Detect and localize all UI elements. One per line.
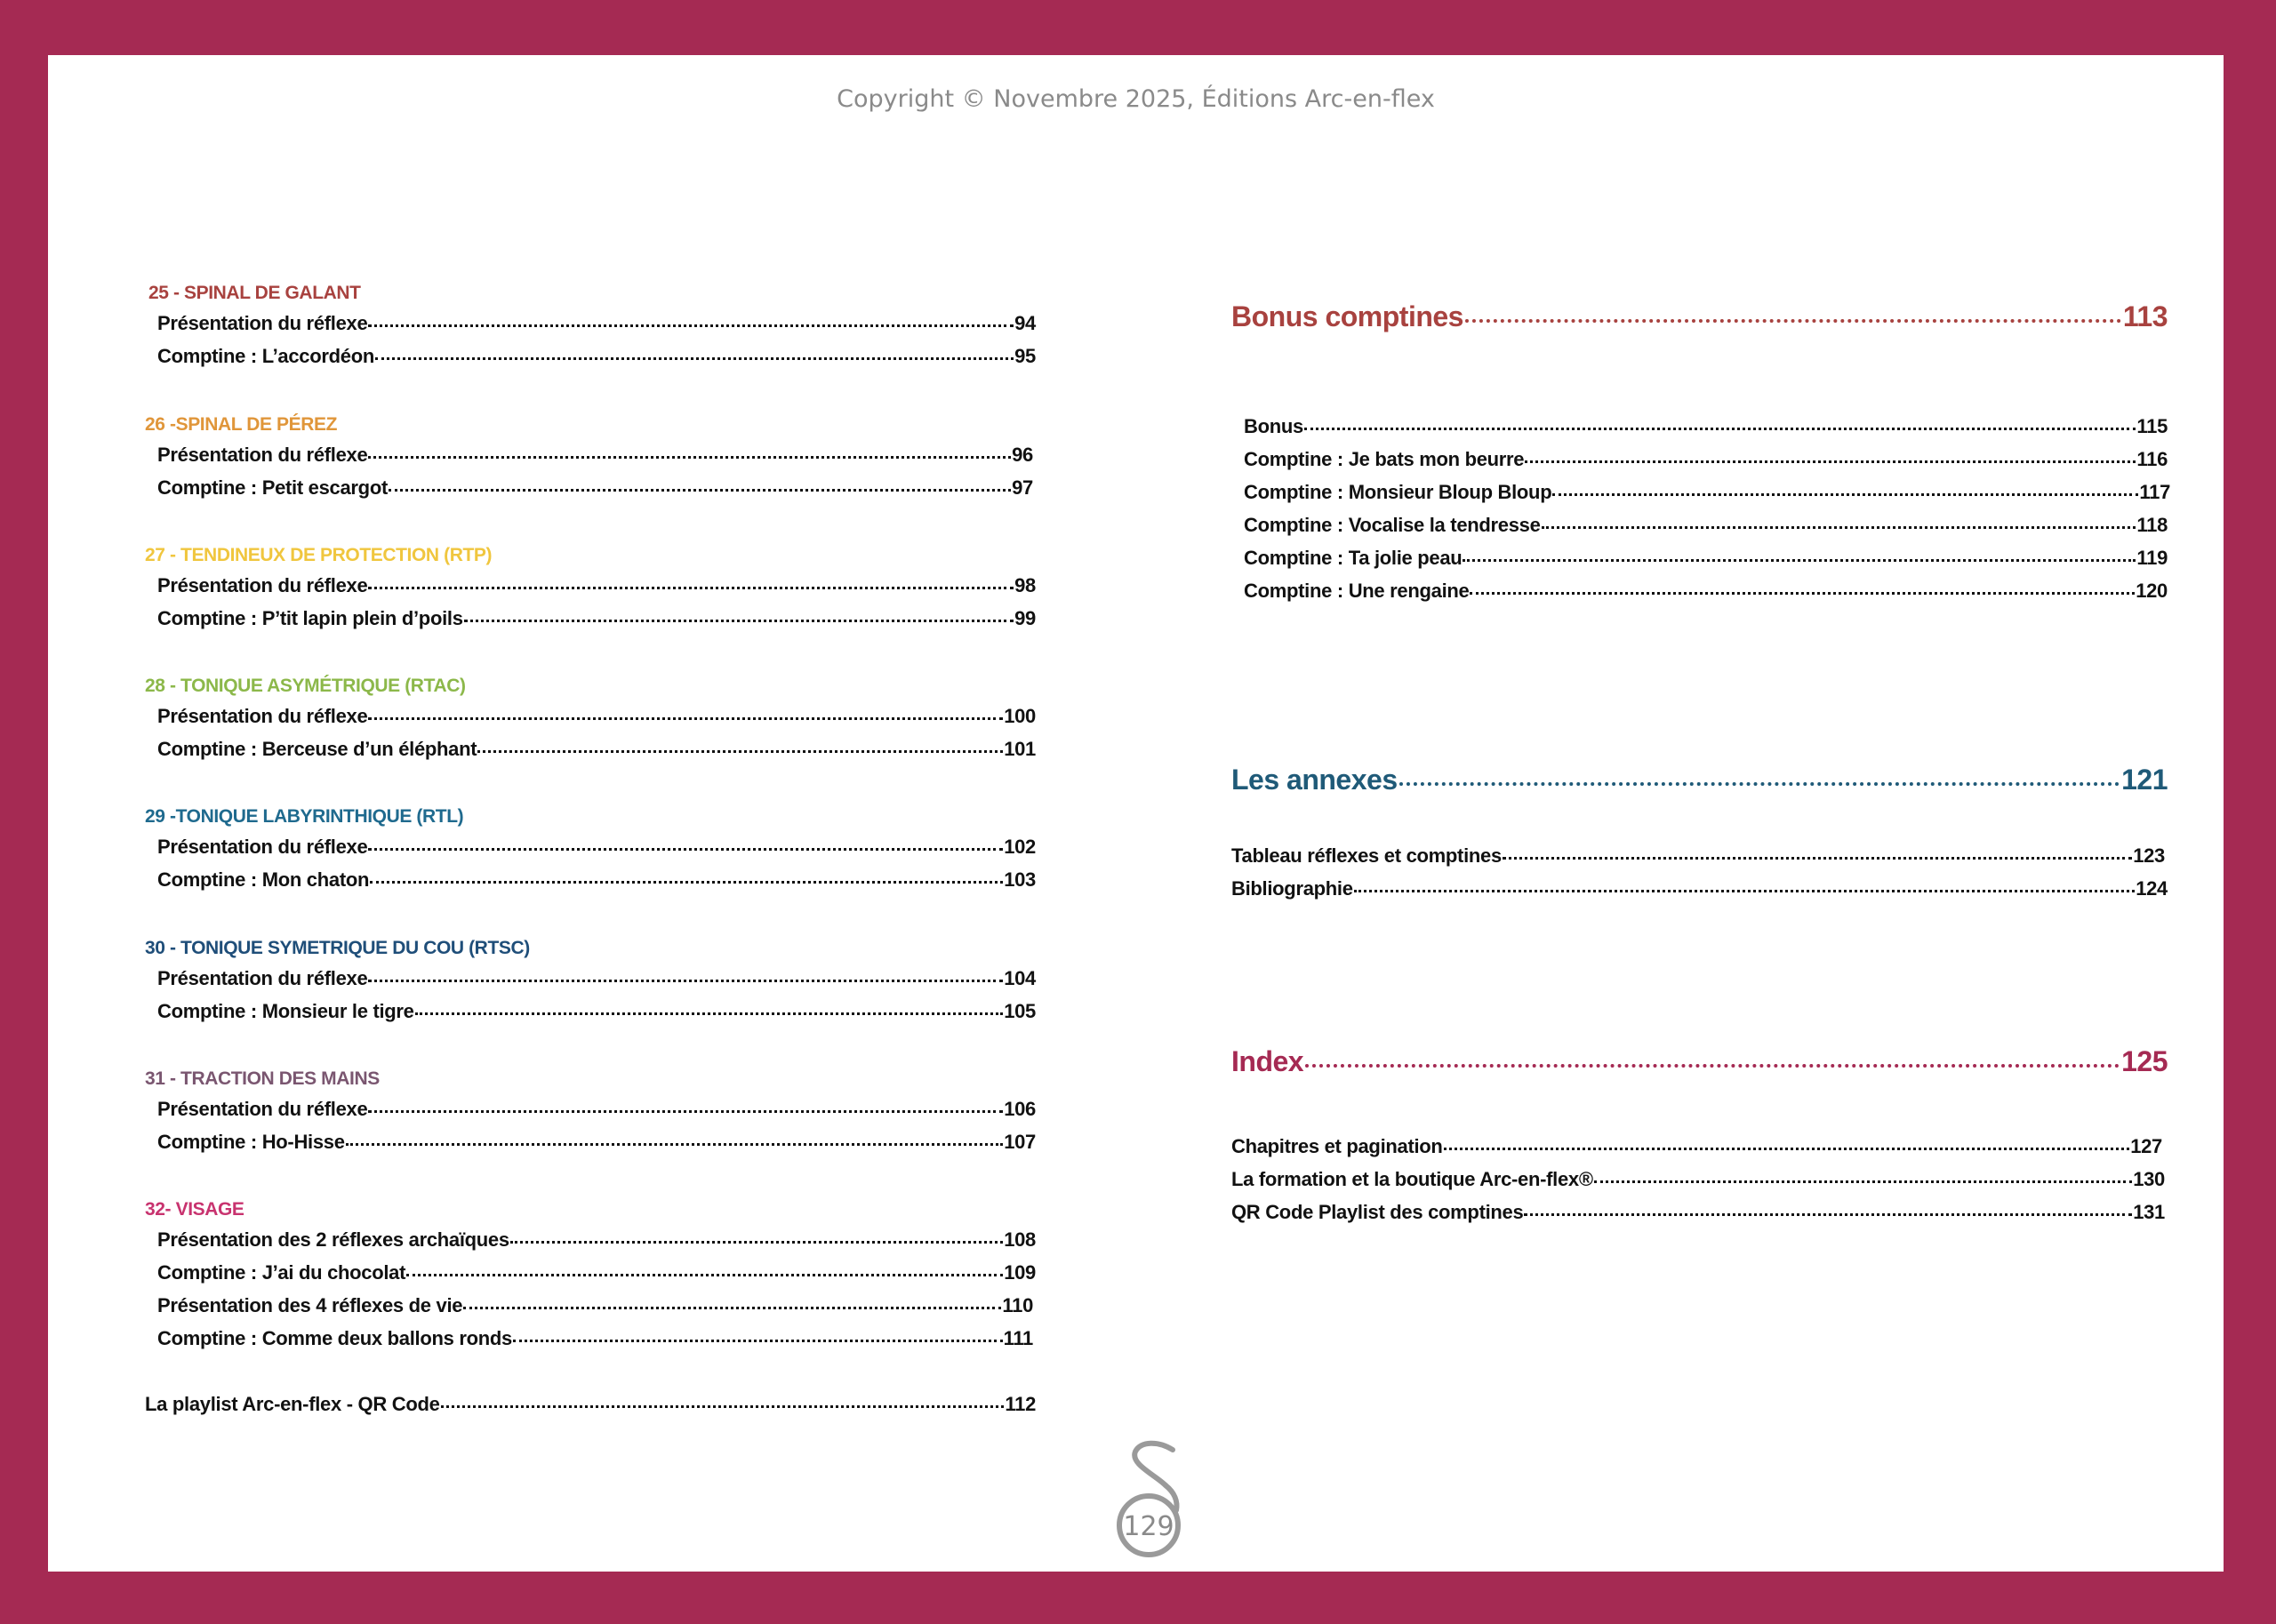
toc-entry[interactable]	[1244, 415, 2168, 438]
section-title-30: 30 - TONIQUE SYMETRIQUE DU COU (RTSC)	[145, 938, 530, 958]
toc-entry-page: 112	[1005, 1393, 1036, 1415]
dot-leader	[464, 620, 1014, 622]
dot-leader	[415, 1012, 1004, 1015]
dot-leader	[1305, 1064, 2120, 1068]
toc-entry-label: QR Code Playlist des comptines	[1231, 1201, 1524, 1223]
dot-leader	[441, 1405, 1005, 1408]
toc-entry-page: 102	[1004, 836, 1036, 858]
toc-entry-page: 107	[1004, 1131, 1036, 1153]
toc-entry-page: 116	[2136, 448, 2168, 470]
toc-entry[interactable]	[1231, 844, 2165, 868]
document-page	[48, 55, 2224, 1572]
dot-leader	[1524, 1213, 2132, 1216]
dot-leader	[389, 489, 1011, 492]
dot-leader	[510, 1241, 1003, 1244]
dot-leader	[368, 1110, 1003, 1113]
toc-entry-page: 115	[2136, 415, 2168, 437]
toc-heading-bonus[interactable]	[1231, 300, 2168, 333]
toc-entry-label: Comptine : J’ai du chocolat	[157, 1261, 406, 1284]
toc-entry[interactable]	[1231, 877, 2168, 900]
toc-entry[interactable]	[1244, 481, 2170, 504]
toc-entry-label: Comptine : Petit escargot	[157, 476, 388, 499]
toc-entry[interactable]	[1231, 1168, 2165, 1191]
toc-heading-label: Les annexes	[1231, 764, 1398, 796]
toc-entry-page: 105	[1004, 1000, 1036, 1022]
dot-leader	[406, 1274, 1003, 1276]
dot-leader	[368, 324, 1014, 327]
toc-entry[interactable]	[157, 1000, 1036, 1023]
toc-entry-page: 111	[1003, 1327, 1033, 1349]
toc-entry-page: 117	[2139, 481, 2170, 503]
toc-entry-page: 127	[2130, 1135, 2162, 1157]
dot-leader	[368, 980, 1003, 982]
toc-heading-page: 121	[2121, 764, 2168, 796]
toc-entry-page: 103	[1004, 868, 1036, 891]
dot-leader	[463, 1307, 1001, 1309]
toc-entry-label: Présentation du réflexe	[157, 444, 368, 466]
toc-heading-index[interactable]	[1231, 1045, 2168, 1078]
toc-entry-label: Présentation du réflexe	[157, 836, 368, 858]
toc-heading-page: 113	[2122, 300, 2168, 332]
dot-leader	[370, 881, 1003, 884]
toc-entry-label: Comptine : P’tit lapin plein d’poils	[157, 607, 463, 629]
toc-entry-label: Comptine : Monsieur le tigre	[157, 1000, 414, 1022]
toc-entry-label: Présentation des 2 réflexes archaïques	[157, 1228, 509, 1251]
toc-entry[interactable]	[157, 476, 1033, 500]
toc-entry-page: 110	[1002, 1294, 1033, 1316]
toc-entry[interactable]	[157, 1294, 1033, 1317]
toc-heading-page: 125	[2121, 1045, 2168, 1077]
toc-entry-label: La playlist Arc-en-flex - QR Code	[145, 1393, 440, 1415]
toc-entry-page: 95	[1014, 345, 1036, 367]
dot-leader	[368, 587, 1014, 589]
toc-entry-label: La formation et la boutique Arc-en-flex®	[1231, 1168, 1593, 1190]
toc-entry[interactable]	[1244, 448, 2168, 471]
toc-entry-label: Présentation des 4 réflexes de vie	[157, 1294, 463, 1316]
toc-entry[interactable]	[1244, 547, 2168, 570]
toc-entry[interactable]	[157, 1327, 1033, 1350]
toc-entry-page: 98	[1014, 574, 1036, 596]
toc-entry[interactable]	[157, 967, 1036, 990]
dot-leader	[368, 717, 1003, 720]
section-title-28: 28 - TONIQUE ASYMÉTRIQUE (RTAC)	[145, 676, 466, 696]
dot-leader	[1304, 428, 2136, 430]
section-title-27: 27 - TENDINEUX DE PROTECTION (RTP)	[145, 545, 493, 565]
section-title-29: 29 -TONIQUE LABYRINTHIQUE (RTL)	[145, 806, 464, 827]
toc-entry-label: Comptine : Ta jolie peau	[1244, 547, 1463, 569]
toc-heading-label: Index	[1231, 1045, 1304, 1077]
toc-entry-page: 94	[1014, 312, 1036, 334]
section-title-31: 31 - TRACTION DES MAINS	[145, 1068, 380, 1089]
toc-entry-page: 97	[1012, 476, 1033, 499]
dot-leader	[513, 1340, 1003, 1342]
swirl-logo-icon	[1100, 1428, 1198, 1580]
toc-entry[interactable]	[157, 1228, 1036, 1252]
toc-entry-label: Présentation du réflexe	[157, 574, 368, 596]
toc-entry[interactable]	[157, 444, 1033, 467]
toc-entry[interactable]	[157, 345, 1036, 368]
toc-entry-label: Comptine : Monsieur Bloup Bloup	[1244, 481, 1552, 503]
toc-entry[interactable]	[157, 836, 1036, 859]
toc-entry-label: Comptine : Vocalise la tendresse	[1244, 514, 1541, 536]
toc-heading-label: Bonus comptines	[1231, 300, 1463, 332]
toc-entry-label: Présentation du réflexe	[157, 967, 368, 989]
dot-leader	[375, 357, 1014, 360]
toc-entry-label: Comptine : Une rengaine	[1244, 580, 1470, 602]
toc-entry-page: 108	[1004, 1228, 1036, 1251]
toc-entry[interactable]	[1231, 1135, 2162, 1158]
toc-entry[interactable]	[157, 574, 1036, 597]
toc-entry-label: Comptine : Je bats mon beurre	[1244, 448, 1525, 470]
toc-entry-page: 100	[1004, 705, 1036, 727]
toc-entry-page: 99	[1014, 607, 1036, 629]
page-number-logo	[1100, 1428, 1198, 1580]
section-title-32: 32- VISAGE	[145, 1199, 244, 1220]
dot-leader	[1525, 460, 2136, 463]
section-title-25: 25 - SPINAL DE GALANT	[148, 283, 361, 303]
toc-entry-label: Présentation du réflexe	[157, 705, 368, 727]
dot-leader	[1552, 493, 2138, 496]
toc-entry[interactable]	[1244, 514, 2168, 537]
toc-entry-label: Comptine : Ho-Hisse	[157, 1131, 345, 1153]
toc-entry-label: Présentation du réflexe	[157, 1098, 368, 1120]
toc-entry-page: 120	[2136, 580, 2168, 602]
toc-entry[interactable]	[157, 738, 1036, 761]
dot-leader	[1444, 1148, 2130, 1150]
toc-entry-page: 96	[1012, 444, 1033, 466]
toc-entry[interactable]	[157, 1098, 1036, 1121]
toc-entry-page: 106	[1004, 1098, 1036, 1120]
toc-entry-page: 123	[2133, 844, 2165, 867]
dot-leader	[346, 1143, 1004, 1146]
dot-leader	[368, 456, 1011, 459]
dot-leader	[1470, 592, 2135, 595]
toc-entry-label: Chapitres et pagination	[1231, 1135, 1443, 1157]
dot-leader	[1399, 782, 2120, 786]
toc-entry-label: Présentation du réflexe	[157, 312, 368, 334]
toc-entry[interactable]	[157, 705, 1036, 728]
toc-entry-playlist[interactable]	[145, 1393, 1036, 1416]
toc-entry-page: 131	[2133, 1201, 2165, 1223]
copyright-notice: Copyright © Novembre 2025, Éditions Arc-en-flex	[837, 85, 1435, 113]
toc-heading-annexes[interactable]	[1231, 764, 2168, 796]
toc-entry-page: 109	[1004, 1261, 1036, 1284]
dot-leader	[1503, 857, 2132, 860]
dot-leader	[1463, 559, 2136, 562]
toc-entry-page: 101	[1004, 738, 1036, 760]
toc-entry-label: Comptine : Berceuse d’un éléphant	[157, 738, 477, 760]
dot-leader	[368, 848, 1003, 851]
toc-entry-page: 124	[2136, 877, 2168, 900]
toc-entry-label: Bibliographie	[1231, 877, 1353, 900]
toc-entry-page: 130	[2133, 1168, 2165, 1190]
toc-entry-label: Tableau réflexes et comptines	[1231, 844, 1502, 867]
toc-entry-label: Bonus	[1244, 415, 1303, 437]
toc-entry-label: Comptine : L’accordéon	[157, 345, 374, 367]
toc-entry-label: Comptine : Comme deux ballons ronds	[157, 1327, 512, 1349]
toc-entry-page: 104	[1004, 967, 1036, 989]
toc-entry[interactable]	[157, 607, 1036, 630]
dot-leader	[1465, 319, 2121, 323]
page-number: 129	[1123, 1511, 1174, 1542]
toc-entry-label: Comptine : Mon chaton	[157, 868, 370, 891]
toc-entry[interactable]	[1231, 1201, 2165, 1224]
dot-leader	[1594, 1180, 2132, 1183]
dot-leader	[477, 750, 1003, 753]
toc-entry[interactable]	[1244, 580, 2168, 603]
toc-entry[interactable]	[157, 312, 1036, 335]
toc-entry-page: 119	[2136, 547, 2168, 569]
toc-entry[interactable]	[157, 868, 1036, 892]
dot-leader	[1354, 890, 2136, 892]
toc-entry[interactable]	[157, 1131, 1036, 1154]
section-title-26: 26 -SPINAL DE PÉREZ	[145, 414, 338, 435]
toc-entry-page: 118	[2136, 514, 2168, 536]
toc-entry[interactable]	[157, 1261, 1036, 1284]
dot-leader	[1542, 526, 2136, 529]
